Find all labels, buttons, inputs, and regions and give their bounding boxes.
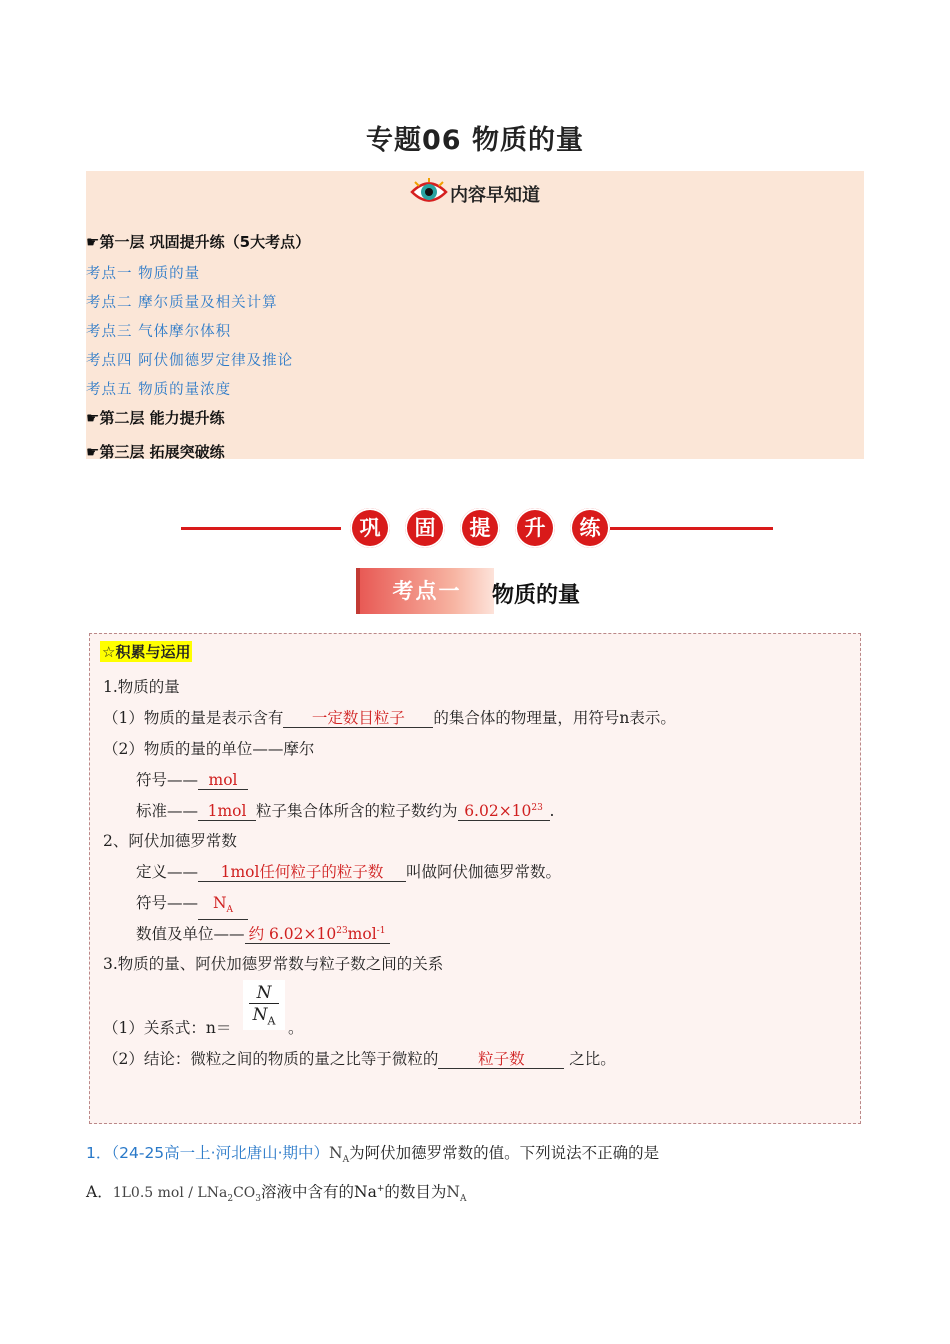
toc-header bbox=[86, 177, 864, 211]
option-a-na-sub: A bbox=[459, 1194, 467, 1205]
avogadro-exponent: 23 bbox=[531, 803, 543, 813]
blank-fixed-particles: 一定数目粒子 bbox=[283, 709, 433, 728]
definition-post: 的集合体的物理量，用符号n表示。 bbox=[433, 709, 676, 727]
conclusion-post: 之比。 bbox=[564, 1050, 616, 1068]
fraction-den-sub: A bbox=[267, 1014, 276, 1028]
na-value-exp: 23 bbox=[336, 926, 348, 936]
section-1-heading: 1.物质的量 bbox=[103, 678, 180, 696]
option-a-formula-co: CO bbox=[233, 1185, 256, 1201]
standard-line bbox=[136, 799, 554, 821]
toc-kaodian-5[interactable]: 考点五 物质的量浓度 bbox=[86, 382, 232, 398]
question-na-sub: A bbox=[342, 1155, 350, 1166]
avogadro-value: 6.02×10 bbox=[464, 802, 532, 821]
symbol-line bbox=[136, 768, 248, 790]
option-a-na bbox=[446, 1183, 467, 1205]
standard-pre: 标准—— bbox=[136, 802, 199, 821]
option-a-formula bbox=[112, 1185, 261, 1204]
na-symbol-line bbox=[136, 891, 248, 920]
symbol-pre: 符号—— bbox=[136, 771, 199, 789]
highlight-label: ☆积累与运用 bbox=[102, 643, 191, 661]
banner-line-left bbox=[181, 527, 341, 530]
banner-line-right bbox=[610, 527, 773, 530]
banner-char-5: 练 bbox=[570, 508, 610, 548]
blank-1mol: 1mol bbox=[198, 802, 256, 821]
question-source: （24-25高一上·河北唐山·期中） bbox=[111, 1144, 330, 1162]
question-stem-text: 为阿伏加德罗常数的值。下列说法不正确的是 bbox=[349, 1144, 660, 1162]
option-a-formula-sub: 2 bbox=[227, 1193, 234, 1204]
kaodian-label: 考点一 bbox=[392, 579, 462, 603]
fraction-denominator bbox=[243, 1004, 285, 1032]
toc-kaodian-4[interactable]: 考点四 阿伏伽德罗定律及推论 bbox=[86, 353, 294, 369]
option-a-na-main: N bbox=[446, 1183, 460, 1201]
conclusion-line bbox=[103, 1047, 616, 1069]
fraction-numerator: N bbox=[249, 983, 279, 1004]
standard-mid: 粒子集合体所含的粒子数约为 bbox=[256, 802, 458, 821]
question-1-option-a[interactable] bbox=[86, 1180, 466, 1204]
toc-layer-1[interactable]: ☛第一层 巩固提升练（5大考点） bbox=[86, 233, 311, 251]
toc-panel bbox=[86, 171, 864, 459]
na-symbol-main: N bbox=[212, 894, 227, 912]
question-na-main: N bbox=[329, 1144, 343, 1162]
na-symbol-sub: A bbox=[226, 905, 234, 916]
definition-line bbox=[103, 706, 676, 728]
conclusion-pre: （2）结论：微粒之间的物质的量之比等于微粒的 bbox=[103, 1050, 439, 1068]
blank-avogadro-value bbox=[458, 799, 550, 821]
na-value-unit: mol bbox=[347, 925, 377, 944]
page-title: 专题06 物质的量 bbox=[366, 125, 584, 156]
option-a-text-2: 的数目为 bbox=[384, 1183, 447, 1201]
toc-kaodian-1[interactable]: 考点一 物质的量 bbox=[86, 266, 201, 282]
fraction-formula bbox=[243, 980, 285, 1030]
na-value-pre: 数值及单位—— bbox=[136, 925, 245, 944]
na-symbol-pre: 符号—— bbox=[136, 894, 199, 912]
question-number: 1． bbox=[86, 1144, 112, 1162]
option-a-label: A． bbox=[86, 1183, 113, 1201]
fraction-den-main: N bbox=[252, 1005, 268, 1025]
option-a-sup: + bbox=[376, 1183, 385, 1194]
blank-na-symbol bbox=[198, 894, 248, 920]
question-na bbox=[329, 1144, 350, 1166]
na-value-main: 约 6.02×10 bbox=[248, 925, 337, 944]
relation-pre: （1）关系式：n＝ bbox=[103, 1019, 232, 1037]
na-value-unit-exp: -1 bbox=[376, 926, 386, 936]
banner-char-4: 升 bbox=[515, 508, 555, 548]
standard-post: . bbox=[549, 802, 555, 821]
definition-pre: （1）物质的量是表示含有 bbox=[103, 709, 284, 727]
banner-char-2: 固 bbox=[405, 508, 445, 548]
toc-layer-2[interactable]: ☛第二层 能力提升练 bbox=[86, 409, 225, 427]
blank-mol: mol bbox=[198, 771, 248, 790]
eye-icon bbox=[410, 177, 448, 211]
toc-layer-3[interactable]: ☛第三层 拓展突破练 bbox=[86, 443, 225, 461]
blank-particle-count: 粒子数 bbox=[438, 1050, 564, 1069]
question-1-stem bbox=[86, 1141, 659, 1165]
na-definition-post: 叫做阿伏伽德罗常数。 bbox=[406, 863, 562, 881]
option-a-text: 溶液中含有的Na bbox=[261, 1183, 377, 1201]
banner-char-1: 巩 bbox=[350, 508, 390, 548]
toc-kaodian-3[interactable]: 考点三 气体摩尔体积 bbox=[86, 324, 232, 340]
toc-kaodian-2[interactable]: 考点二 摩尔质量及相关计算 bbox=[86, 295, 278, 311]
banner-char-3: 提 bbox=[460, 508, 500, 548]
section-2-heading: 2、阿伏加德罗常数 bbox=[103, 832, 237, 850]
unit-heading: （2）物质的量的单位——摩尔 bbox=[103, 740, 315, 758]
option-a-formula-main: 1L0.5 mol / LNa bbox=[112, 1185, 228, 1201]
section-3-heading: 3.物质的量、阿伏加德罗常数与粒子数之间的关系 bbox=[103, 955, 444, 973]
kaodian-title: 物质的量 bbox=[492, 583, 581, 608]
toc-header-text: 内容早知道 bbox=[450, 185, 540, 206]
na-value-line bbox=[136, 922, 390, 944]
kaodian-label-box bbox=[356, 568, 494, 614]
blank-na-value bbox=[245, 922, 390, 944]
blank-na-definition: 1mol任何粒子的粒子数 bbox=[198, 863, 406, 882]
relation-post: 。 bbox=[288, 1019, 304, 1037]
na-definition-line bbox=[136, 860, 561, 882]
option-a-formula-sub2: 3 bbox=[255, 1193, 261, 1204]
na-definition-pre: 定义—— bbox=[136, 863, 199, 881]
